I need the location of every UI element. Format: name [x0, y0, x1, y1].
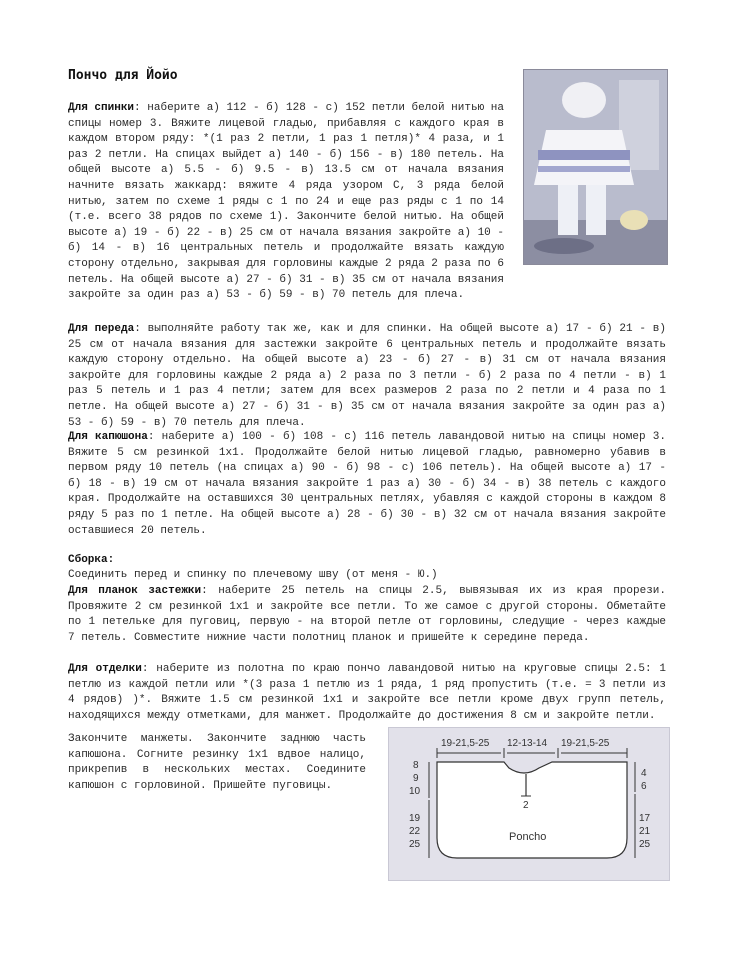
hood-label: Для капюшона	[68, 431, 148, 443]
dim-top-right: 19-21,5-25	[561, 738, 610, 749]
dim-left-top-1: 9	[413, 773, 419, 784]
piece-label: Poncho	[509, 831, 547, 843]
assembly-line	[68, 568, 666, 584]
placket-section	[68, 584, 666, 646]
back-text: : наберите а) 112 - б) 128 - с) 152 петли белой нитью на спицы номер 3. Вяжите лицевой гладью, прибавляя с каждого края в каждом втором ряду: *(1 раз 2 петли, 1 раз 1 петля)* 4 раза, и 1 раз 2 петли. На спицах выйдет а) 140 - б) 156 - в) 180 петель. На общей высоте а) 5.5 - б) 9.5 - в) 13.5 см от начала вязания начните вязать жаккард: вяжите 4 ряда узором С, 3 ряда белой нитью, затем по схеме 1 ряды с 1 по 24 и еще раз ряды с 1 по 14 (т.е. всего 38 рядов по схеме 1). Закончите белой нитью. На общей высоте а) 19 - б) 22 - в) 25 см от начала вязания закройте а) 10 - б) 14 - в) 16 центральных петель и продолжайте вязать каждую сторону отдельно, закрывая для горловины каждые 2 ряда 2 раза по 6 петель. На общей высоте а) 27 - б) 31 - в) 35 см от начала вязания закройте за один раз а) 53 - б) 59 - в) 70 петель для плеча.	[68, 102, 504, 302]
schematic-drawing	[389, 728, 669, 880]
hood-section	[68, 430, 666, 539]
assembly-text: Соединить перед и спинку по плечевому шву (от меня - Ю.)	[68, 569, 438, 581]
front-label: Для переда	[68, 323, 135, 335]
finishing-tail-text: Закончите манжеты. Закончите заднюю часть капюшона. Согните резинку 1x1 вдвое налицо, прикрепив в нескольких местах. Соедините капюшон с горловиной. Пришейте пуговицы.	[68, 733, 366, 792]
poncho-photo	[523, 69, 668, 265]
placket-text: : наберите 25 петель на спицы 2.5, вывязывая их из края прорези. Провяжите 2 см резинкой 1x1 и закройте все петли. То же самое с другой стороны. Обметайте по 1 петельке для пуговиц, первую - на второй петле от горловины, следущие - через каждые 7 петель. Совместите нижние части полотниц планок и пришейте к середине переда.	[68, 585, 667, 644]
dim-right-bottom-1: 21	[639, 826, 651, 837]
dim-right-top-0: 4	[641, 768, 647, 779]
finishing-label: Для отделки	[68, 663, 142, 675]
assembly-label: Сборка:	[68, 554, 115, 566]
front-section	[68, 322, 666, 431]
page-title: Пончо для Йойо	[68, 68, 178, 83]
photo-illustration	[524, 70, 667, 264]
finishing-section	[68, 662, 666, 724]
dim-top-center: 12-13-14	[507, 738, 548, 749]
front-text: : выполняйте работу так же, как и для спинки. На общей высоте а) 17 - б) 21 - в) 25 см от начала вязания для застежки закройте 6 центральных петель и продолжайте вязать каждую сторону отдельно. На общей высоте а) 23 - б) 27 - в) 31 см от начала вязания закройте для горловины каждые 2 ряда а) 2 раза по 3 петли - б) 2 раза по 4 петли - в) 1 раз 5 петель и 1 раз 4 петли; затем для всех размеров 2 раза по 2 петли и 4 раза по 1 петле. На общей высоте а) 27 - б) 31 - в) 35 см от начала вязания закройте за один раз а) 53 - б) 59 - в) 70 петель для плеча.	[68, 323, 666, 429]
dim-slit: 2	[523, 800, 529, 811]
dim-left-bottom-2: 25	[409, 839, 421, 850]
dim-left-top-2: 10	[409, 786, 421, 797]
finishing-tail	[68, 732, 366, 794]
back-label: Для спинки	[68, 102, 135, 114]
dim-right-bottom-2: 25	[639, 839, 651, 850]
dim-left-bottom-1: 22	[409, 826, 421, 837]
hood-text: : наберите а) 100 - б) 108 - с) 116 петель лавандовой нитью на спицы номер 3. Вяжите 5 см резинкой 1x1. Продолжайте белой нитью лицевой гладью, равномерно убавив в первом ряду 10 петель (на спицах а) 90 - б) 98 - с) 106 петель). На общей высоте а) 17 - б) 18 - в) 19 см от начала вязания закройте 1 раз а) 30 - б) 34 - в) 38 петель с каждого края. Продолжайте на оставшихся 30 центральных петлях, убавляя с каждой стороны в каждом 8 ряду 5 раз по 1 петле. На общей высоте а) 28 - б) 30 - в) 32 см от начала вязания закройте оставшиеся 20 петель.	[68, 431, 666, 537]
poncho-outline	[437, 762, 627, 858]
dim-top-left: 19-21,5-25	[441, 738, 490, 749]
dim-right-top-1: 6	[641, 781, 647, 792]
placket-label: Для планок застежки	[68, 585, 202, 597]
dim-left-bottom-0: 19	[409, 813, 421, 824]
dim-left-top-0: 8	[413, 760, 419, 771]
back-section	[68, 101, 504, 304]
finishing-text: : наберите из полотна по краю пончо лавандовой нитью на круговые спицы 2.5: 1 петлю из каждой петли или *(3 раза 1 петлю из 1 ряда, 1 ряд пропустить (т.е. = 3 петли из 4 рядов) )*. Вяжите 1.5 см резинкой 1x1 и закройте все петли кроме двух групп петель, находящихся между отметками, для манжет. Продолжайте до достижения 8 см и закройте петли.	[68, 663, 666, 722]
assembly-heading	[68, 553, 666, 569]
dim-right-bottom-0: 17	[639, 813, 651, 824]
poncho-schematic	[388, 727, 670, 881]
